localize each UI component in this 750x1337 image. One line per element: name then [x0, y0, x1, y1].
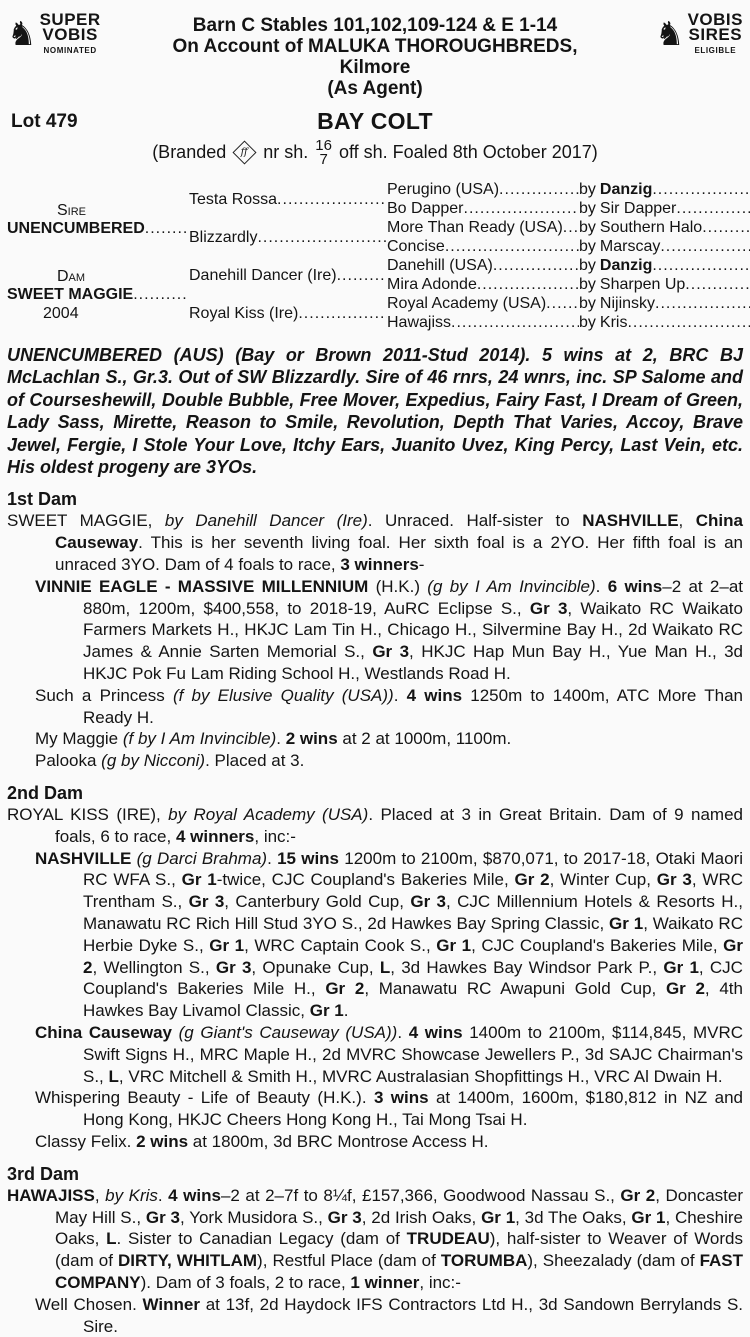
dot-leader	[702, 219, 750, 237]
dam-section-heading: 3rd Dam	[7, 1163, 80, 1184]
section-1st-dam	[7, 488, 743, 772]
dot-leader	[298, 305, 387, 323]
gen3-row: Bo Dapper ..... by Sir Dapper .....	[387, 200, 750, 219]
gen3-sire: Southern Halo	[599, 219, 703, 236]
dam-section-heading: 1st Dam	[7, 489, 78, 510]
dot-leader	[477, 276, 579, 294]
dot-leader	[493, 257, 579, 275]
gen2-entry: Royal Kiss (Ire) .....	[189, 295, 387, 333]
dot-leader	[445, 238, 579, 256]
gen3-name: Bo Dapper	[387, 200, 464, 217]
dot-leader	[655, 295, 750, 313]
lot-title-row	[7, 108, 743, 136]
consignor-block	[135, 10, 615, 99]
sire-block	[7, 181, 189, 257]
logo-line: SUPER	[39, 10, 101, 29]
pedigree-paragraph: Well Chosen. Winner at 13f, 2d Haydock IFS Contractors Ltd H., 3d Sandown Berrylands S. Sire.	[35, 1294, 744, 1336]
dot-leader	[277, 191, 387, 209]
dam-year: 2004	[43, 305, 79, 322]
dot-leader	[652, 181, 750, 199]
dam-block	[7, 257, 189, 333]
gen3-sire: Danzig	[599, 257, 653, 274]
sire-label: Sire	[57, 201, 87, 219]
pedigree-table	[7, 181, 743, 333]
brand-mid: nr sh.	[263, 142, 309, 162]
sire-name: UNENCUMBERED	[7, 219, 145, 237]
super-vobis-logo-text	[40, 12, 101, 55]
pedigree-col-3	[387, 181, 750, 333]
dot-leader	[627, 314, 750, 332]
gen3-sire: Danzig	[599, 181, 653, 198]
brand-mark-icon: ff	[233, 140, 257, 164]
horse-head-icon: ♞	[7, 14, 37, 52]
gen3-name: More Than Ready (USA)	[387, 219, 563, 236]
gen3-name: Perugino (USA)	[387, 181, 500, 198]
gen3-row: Perugino (USA) ..... by Danzig .....	[387, 181, 750, 200]
gen3-row: Hawajiss ..... by Kris .....	[387, 314, 750, 333]
pedigree-paragraph: Whispering Beauty - Life of Beauty (H.K.). 3 wins at 1400m, 1600m, $180,812 in NZ and Hong Kong, HKJC Cheers Hong Kong H., Tai Mong Tsai H.	[35, 1088, 743, 1130]
gen3-row: More Than Ready (USA) ..... by Southern Halo .....	[387, 219, 750, 238]
pedigree-paragraph: Such a Princess (f by Elusive Quality (USA)). 4 wins 1250m to 1400m, ATC More Than Ready H.	[35, 685, 744, 727]
dot-leader	[499, 181, 579, 199]
logo-line: SIRES	[688, 25, 743, 44]
logo-caption: ELIGIBLE	[694, 46, 737, 55]
brand-line	[7, 139, 743, 166]
gen3-row: Concise ..... by Marscay .....	[387, 238, 750, 257]
logo-line: VOBIS	[42, 25, 98, 44]
horse-head-icon: ♞	[655, 14, 685, 52]
pedigree-paragraph: VINNIE EAGLE - MASSIVE MILLENNIUM (H.K.) (g by I Am Invincible). 6 wins–2 at 2–at 880m, 1200m, $400,558, to 2018-19, AuRC Eclipse S., Gr 3, Waikato RC Waikato Farmers Markets H., HKJC Lam Tin H., Chicago H., Silvermine Bay H., 2d Waikato RC James & Annie Sarten Memorial S., Gr 3, HKJC Hap Mun Bay H., Yue Man H., 3d HKJC Pok Fu Lam Riding School H., Westlands Road H.	[35, 576, 744, 684]
dot-leader	[133, 286, 189, 304]
gen3-row: Royal Academy (USA) ..... by Nijinsky .....	[387, 295, 750, 314]
pedigree-paragraph: China Causeway (g Giant's Causeway (USA)). 4 wins 1400m to 2100m, $114,845, MVRC Swift Signs H., MRC Maple H., 2d MVRC Showcase Jewellers P., 3d SAJC Chairman's S., L, VRC Mitchell & Smith H., MVRC Australasian Shopfittings H., VRC Al Dwain H.	[35, 1022, 743, 1086]
gen3-sire: Nijinsky	[599, 295, 656, 312]
pedigree-paragraph: ROYAL KISS (IRE), by Royal Academy (USA). Placed at 3 in Great Britain. Dam of 9 named foals, 6 to race, 4 winners, inc:-	[7, 805, 743, 846]
gen3-sire: Kris	[599, 314, 628, 331]
pedigree-paragraph: NASHVILLE (g Darci Brahma). 15 wins 1200m to 2100m, $870,071, to 2017-18, Otaki Maori RC WFA S., Gr 1-twice, CJC Coupland's Bakeries Mile, Gr 2, Winter Cup, Gr 3, WRC Trentham S., Gr 3, Canterbury Gold Cup, Gr 3, CJC Millennium Hotels & Resorts H., Manawatu RC Rich Hill Stud 3YO S., 2d Hawkes Bay Spring Classic, Gr 1, Waikato RC Herbie Dyke S., Gr 1, WRC Captain Cook S., Gr 1, CJC Coupland's Bakeries Mile, Gr 2, Wellington S., Gr 3, Opunake Cup, L, 3d Hawkes Bay Windsor Park P., Gr 1, CJC Coupland's Bakeries Mile H., Gr 2, Manawatu RC Awapuni Gold Cup, Gr 2, 4th Hawkes Bay Livamol Classic, Gr 1.	[35, 848, 744, 1021]
sire-summary: UNENCUMBERED (AUS) (Bay or Brown 2011-Stud 2014). 5 wins at 2, BRC BJ McLachlan S., Gr.3. Out of SW Blizzardly. Sire of 46 rnrs, 24 wnrs, inc. SP Salome and of Courseshewill, Double Bubble, Free Mover, Expedius, Fairy Fast, I Dream of Green, Lady Sass, Mirette, Reason to Smile, Revolution, Depth That Varies, Accoy, Brave Jewel, Fergie, I Stole Your Love, Itchy Ears, Juanito Uvez, King Percy, Last Vein, etc. His oldest progeny are 3YOs.	[7, 345, 743, 478]
dam-label: Dam	[57, 268, 86, 285]
dot-leader	[464, 200, 580, 218]
logo-line: VOBIS	[687, 10, 743, 29]
dot-leader	[685, 276, 750, 294]
dam-section-heading: 2nd Dam	[7, 783, 84, 803]
brand-prefix: (Branded	[152, 142, 227, 162]
brand-fraction-top: 16	[315, 137, 332, 154]
gen3-name: Concise	[387, 238, 445, 255]
pedigree-col-1	[7, 181, 189, 333]
gen3-name: Mira Adonde	[387, 276, 477, 293]
dot-leader	[337, 267, 387, 285]
dam-name: SWEET MAGGIE	[7, 286, 134, 303]
gen2-entry: Testa Rossa .....	[189, 181, 387, 219]
gen2-entry: Danehill Dancer (Ire) .....	[189, 257, 387, 295]
gen3-sire: Sir Dapper	[599, 200, 677, 217]
vobis-sires-logo	[615, 10, 743, 55]
pedigree-col-2	[189, 181, 387, 333]
dot-leader	[145, 220, 189, 238]
gen3-row: Danehill (USA) ..... by Danzig .....	[387, 257, 750, 276]
agent-line: (As Agent)	[327, 78, 423, 99]
pedigree-paragraph: Classy Felix. 2 wins at 1800m, 3d BRC Montrose Access H.	[35, 1131, 489, 1151]
dot-leader	[652, 257, 750, 275]
dot-leader	[676, 200, 750, 218]
gen3-name: Hawajiss	[387, 314, 452, 331]
page-header	[7, 10, 743, 99]
pedigree-paragraph: SWEET MAGGIE, by Danehill Dancer (Ire). Unraced. Half-sister to NASHVILLE, China Causeway. This is her seventh living foal. Her sixth foal is a 2YO. Her fifth foal is an unraced 3YO. Dam of 4 foals to race, 3 winners-	[7, 511, 743, 575]
page-title: BAY COLT	[317, 108, 433, 134]
pedigree-paragraph: My Maggie (f by I Am Invincible). 2 wins at 2 at 1000m, 1100m.	[35, 729, 512, 749]
pedigree-paragraph: HAWAJISS, by Kris. 4 wins–2 at 2–7f to 8¼f, £157,366, Goodwood Nassau S., Gr 2, Doncaster May Hill S., Gr 3, York Musidora S., Gr 3, 2d Irish Oaks, Gr 1, 3d The Oaks, Gr 1, Cheshire Oaks, L. Sister to Canadian Legacy (dam of TRUDEAU), half-sister to Weaver of Words (dam of DIRTY, WHITLAM), Restful Place (dam of TORUMBA), Sheezalady (dam of FAST COMPANY). Dam of 3 foals, 2 to race, 1 winner, inc:-	[7, 1185, 744, 1292]
pedigree-paragraph: Palooka (g by Nicconi). Placed at 3.	[35, 751, 305, 771]
brand-fraction	[313, 139, 334, 166]
section-3rd-dam	[7, 1163, 743, 1337]
vobis-sires-logo-text	[688, 12, 743, 55]
gen2-entry: Blizzardly .....	[189, 219, 387, 257]
account-line: On Account of MALUKA THOROUGHBREDS, Kilmore	[172, 36, 578, 78]
barn-line: Barn C Stables 101,102,109-124 & E 1-14	[192, 15, 558, 36]
dot-leader	[257, 229, 387, 247]
super-vobis-logo	[7, 10, 135, 55]
dot-leader	[451, 314, 579, 332]
logo-caption: NOMINATED	[43, 46, 97, 55]
brand-fraction-bottom: 7	[319, 150, 328, 168]
gen3-sire: Marscay	[599, 238, 661, 255]
dot-leader	[563, 219, 579, 237]
gen3-name: Danehill (USA)	[387, 257, 493, 274]
gen3-row: Mira Adonde ..... by Sharpen Up .....	[387, 276, 750, 295]
dot-leader	[660, 238, 750, 256]
brand-suffix: off sh. Foaled 8th October 2017)	[338, 142, 598, 162]
section-2nd-dam	[7, 782, 743, 1153]
dot-leader	[546, 295, 579, 313]
gen3-name: Royal Academy (USA)	[387, 295, 547, 312]
gen3-sire: Sharpen Up	[599, 276, 686, 293]
lot-number: Lot 479	[11, 111, 78, 132]
